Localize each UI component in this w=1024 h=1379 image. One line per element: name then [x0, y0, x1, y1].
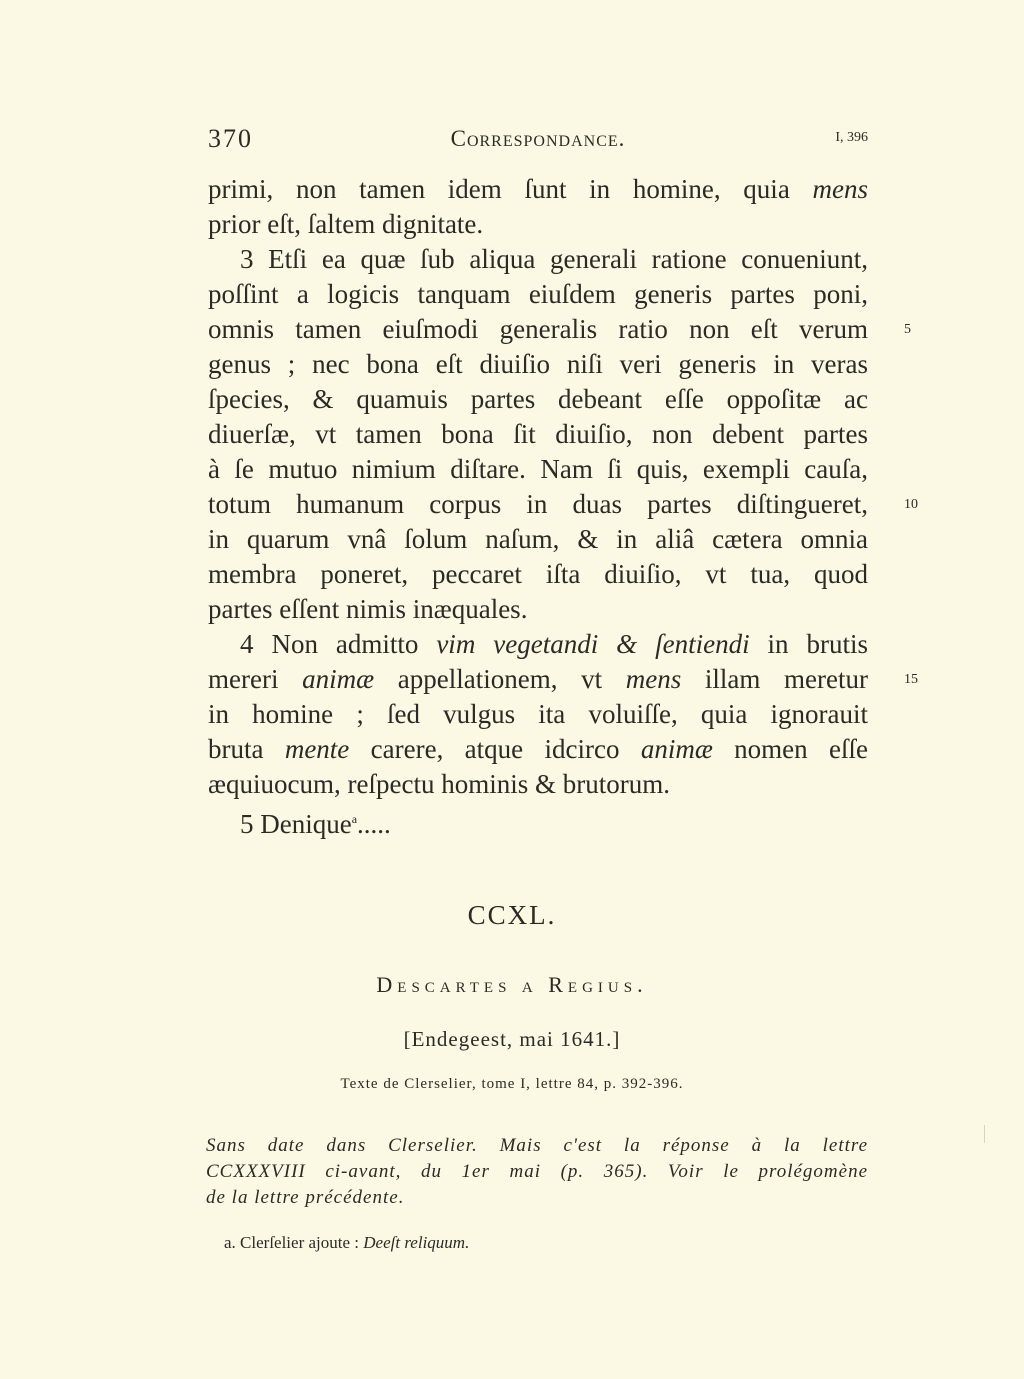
footnote: [224, 1233, 469, 1253]
line-italic: mens: [812, 174, 868, 204]
line-text: in quarum vnâ ſolum naſum, & in aliâ cætera omnia: [208, 524, 868, 554]
chapter-heading: [0, 900, 1024, 931]
line-text: totum humanum corpus in duas partes diſtingueret,: [208, 489, 868, 519]
text-line: [208, 452, 868, 487]
text-line: [208, 487, 918, 522]
line-italic: animæ: [640, 734, 713, 764]
line-text: omnis tamen eiuſmodi generalis ratio non eſt verum: [208, 314, 868, 344]
letter-date: [Endegeest, mai 1641.]: [403, 1027, 621, 1051]
line-italic: mens: [625, 664, 682, 694]
line-text: bruta: [208, 734, 285, 764]
line-text: 3 Etſi ea quæ ſub aliqua generali ratione conueniunt,: [240, 244, 868, 274]
line-text: mereri: [208, 664, 303, 694]
text-line: [208, 417, 868, 452]
page-margin-mark: [984, 1125, 985, 1143]
line-text: .....: [357, 809, 391, 839]
text-line: [208, 557, 868, 592]
line-text: in brutis: [749, 629, 868, 659]
text-line: [208, 592, 868, 627]
text-line: [208, 767, 868, 802]
line-text: æquiuocum, reſpectu hominis & brutorum.: [208, 769, 670, 799]
line-text: carere, atque idcirco: [349, 734, 641, 764]
running-title: Correspondance.: [450, 126, 626, 151]
letter-source: Texte de Clerselier, tome I, lettre 84, p. 392-396.: [340, 1076, 684, 1092]
text-line: [208, 207, 868, 242]
line-text: in homine ; ſed vulgus ita voluiſſe, quia ignorauit: [208, 699, 868, 729]
letter-text: [208, 172, 918, 839]
line-text: diuerſæ, vt tamen bona ſit diuiſio, non debent partes: [208, 419, 868, 449]
text-line: [208, 627, 868, 662]
line-text: à ſe mutuo nimium diſtare. Nam ſi quis, exempli cauſa,: [208, 454, 868, 484]
editorial-note-line: de la lettre précédente.: [206, 1187, 405, 1208]
line-number: 5: [904, 322, 911, 337]
editorial-note-line: Sans date dans Clerselier. Mais c'est la réponse à la lettre: [206, 1135, 868, 1156]
footnote-label: a. Clerſelier ajoute :: [224, 1233, 364, 1252]
line-italic: animæ: [302, 664, 375, 694]
line-italic: mente: [284, 734, 350, 764]
text-line: [208, 172, 868, 207]
text-line: [208, 697, 868, 732]
editorial-note-line: CCXXXVIII ci-avant, du 1er mai (p. 365). Voir le prolégomène: [206, 1161, 868, 1182]
text-line: [208, 732, 868, 767]
line-text: genus ; nec bona eſt diuiſio niſi veri generis in veras: [208, 349, 868, 379]
footnote-italic: Deeſt reliquum.: [363, 1233, 470, 1252]
text-line: [208, 347, 868, 382]
line-text: membra poneret, peccaret iſta diuiſio, vt tua, quod: [208, 559, 868, 589]
line-text: partes eſſent nimis inæquales.: [208, 594, 528, 624]
line-text: nomen eſſe: [712, 734, 868, 764]
text-line: [208, 382, 868, 417]
text-line: [208, 522, 868, 557]
line-number: 15: [904, 672, 918, 687]
line-text: ſpecies, & quamuis partes debeant eſſe oppoſitæ ac: [208, 384, 868, 414]
text-line: [208, 242, 868, 277]
editorial-note: [206, 1133, 868, 1211]
text-line: [208, 802, 868, 837]
letter-title: Descartes a Regius.: [376, 972, 648, 997]
line-number: 10: [904, 497, 918, 512]
text-line: [208, 312, 911, 347]
line-text: poſſint a logicis tanquam eiuſdem generis partes poni,: [208, 279, 868, 309]
line-text: primi, non tamen idem ſunt in homine, quia: [208, 174, 813, 204]
line-italic: vim vegetandi & ſentiendi: [436, 629, 750, 659]
edition-reference: I, 396: [835, 130, 868, 145]
text-line: [208, 662, 918, 697]
page-number: 370: [208, 124, 253, 153]
footnote-marker: a: [351, 812, 358, 826]
running-header: [208, 124, 868, 160]
line-text: illam meretur: [681, 664, 869, 694]
line-text: 5 Denique: [240, 809, 352, 839]
letter-number: CCXL.: [467, 900, 557, 930]
text-line: [208, 277, 868, 312]
line-text: 4 Non admitto: [240, 629, 437, 659]
line-text: prior eſt, ſaltem dignitate.: [208, 209, 484, 239]
line-text: appellationem, vt: [374, 664, 626, 694]
